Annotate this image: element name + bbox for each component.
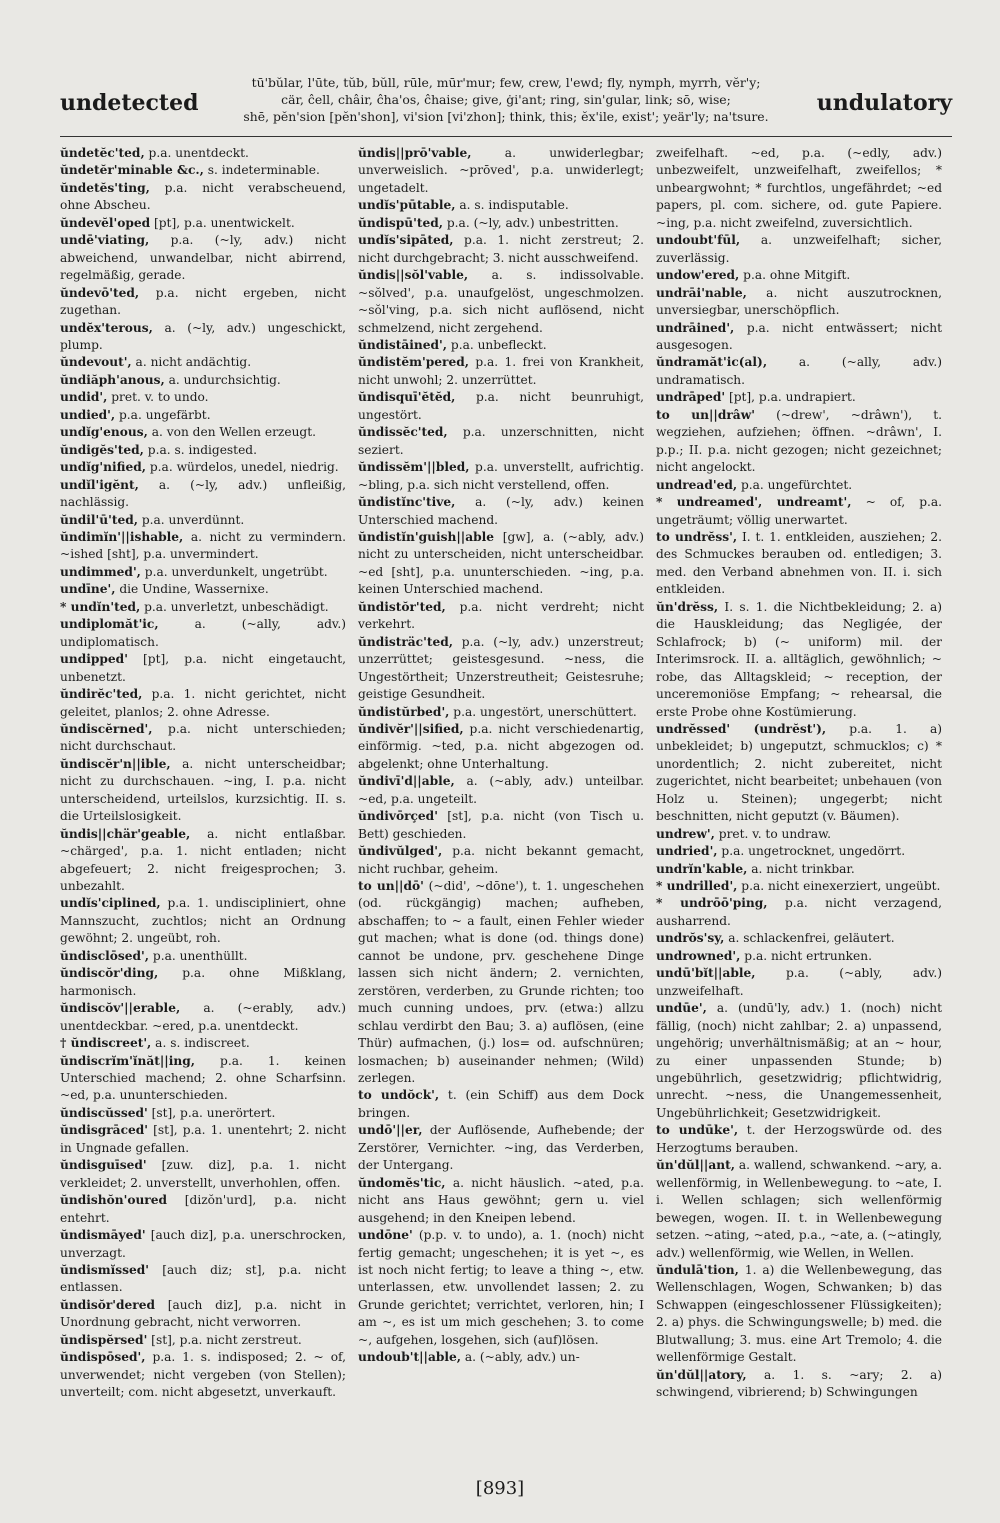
entry-headword: ŭndispōsed',: [60, 1350, 146, 1365]
entry-definition: a. nicht auszutrocknen, unversiegbar, unerschöpflich.: [656, 285, 942, 318]
dictionary-entry: [656, 145, 942, 232]
entry-definition: p.a. ungefürchtet.: [737, 477, 853, 492]
entry-definition: a. (~erably, adv.) unentdeckbar. ~ered, p.a. unentdeckt.: [60, 1001, 346, 1033]
entry-headword: ŭndivī'd||able,: [358, 774, 455, 789]
entry-headword: undīne',: [60, 582, 116, 597]
entry-definition: p.a. unverstellt, aufrichtig. ~bling, p.a. sich nicht verstellend, offen.: [358, 460, 644, 492]
dictionary-entry: [358, 267, 644, 337]
entry-definition: p.a. unentdeckt.: [144, 146, 249, 160]
dictionary-entry: [656, 826, 942, 843]
entry-headword: ŭndistĭn'guish||able: [358, 529, 494, 544]
entry-definition: p.a. (~ly, adv.) unzerstreut; unzerrüttet; geistesgesund. ~ness, die Ungestörtheit; Unzerstreutheit; Geistesruhe; geistige Gesundheit.: [358, 634, 644, 702]
entry-headword: ŭndomĕs'tic,: [358, 1175, 446, 1190]
entry-definition: p.a. ungetrocknet, ungedörrt.: [717, 844, 906, 859]
entry-headword: ŭndissĕc'ted,: [358, 425, 448, 440]
entry-headword: undrowned',: [656, 948, 741, 963]
dictionary-entry: [60, 895, 346, 947]
entry-headword: undrew',: [656, 826, 715, 841]
column-1: [60, 145, 346, 1402]
left-guide-word: undetected: [60, 90, 199, 116]
dictionary-entry: [656, 477, 942, 494]
dictionary-entry: [60, 285, 346, 320]
dictionary-entry: [60, 1122, 346, 1157]
entry-definition: [gw], a. (~ably, adv.) nicht zu unterscheiden, nicht unterscheidbar. ~ed [sht], p.a. ununterschieden. ~ing, p.a. keinen Unterschied machend.: [358, 529, 644, 597]
entry-definition: a. nicht trinkbar.: [747, 861, 855, 876]
entry-definition: p.a. ohne Mitgift.: [739, 268, 851, 283]
entry-headword: ŭndispĕrsed': [60, 1332, 148, 1347]
entry-definition: a. wallend, schwankend. ~ary, a. wellenförmig, in Wellenbewegung. to ~ate, I. i. Wellen schlagen; sich wellenförmig bewegen, wogen. II. t. in Wellenbewegung setzen. ~ating, ~ated, p.a., ~ate, a. (~atingly, adv.) wellenförmig, wie Wellen, in Wellen.: [656, 1158, 942, 1260]
dictionary-entry: [656, 1122, 942, 1157]
entry-headword: to undrĕss',: [656, 529, 738, 544]
entry-headword: undĭg'enous,: [60, 425, 148, 440]
entry-definition: p.a. würdelos, unedel, niedrig.: [146, 460, 339, 475]
entry-headword: ŭndivŭlged',: [358, 844, 443, 859]
dictionary-entry: [60, 1332, 346, 1349]
entry-definition: p.a. ungefärbt.: [115, 407, 211, 422]
dictionary-entry: [60, 1297, 346, 1332]
dictionary-entry: [60, 1157, 346, 1192]
entry-headword: undĭl'igĕnt,: [60, 477, 139, 492]
dictionary-entry: [656, 285, 942, 320]
entry-headword: ŭndil'ū'ted,: [60, 512, 138, 527]
entry-headword: ŭndis||sŏl'vable,: [358, 268, 469, 283]
dictionary-entry: [60, 756, 346, 826]
entry-definition: a. unzweifelhaft; sicher, zuverlässig.: [656, 233, 942, 265]
entry-definition: pret. v. to undraw.: [714, 826, 831, 841]
entry-definition: [pt], p.a. nicht eingetaucht, unbenetzt.: [60, 652, 346, 684]
entry-headword: ŭndis||prō'vable,: [358, 146, 472, 160]
entry-headword: undūe',: [656, 1001, 707, 1016]
entry-definition: a. nicht entlaßbar. ~chärged', p.a. 1. nicht entladen; nicht abgefeuert; 2. nicht freigesprochen; 3. unbezahlt.: [60, 826, 346, 894]
entry-definition: a. (~ly, adv.) keinen Unterschied machend.: [358, 495, 644, 527]
dictionary-entry: [358, 337, 644, 354]
dictionary-entry: [656, 320, 942, 355]
entry-definition: a. von den Wellen erzeugt.: [147, 425, 316, 440]
entry-definition: p.a. 1. nicht gerichtet, nicht geleitet, planlos; 2. ohne Adresse.: [60, 687, 346, 719]
dictionary-entry: [656, 389, 942, 406]
dictionary-entry: [656, 721, 942, 826]
entry-headword: undimmed',: [60, 564, 141, 579]
entry-headword: ŭn'drĕss,: [656, 599, 719, 614]
dictionary-entry: [656, 948, 942, 965]
entry-definition: die Undine, Wassernixe.: [115, 582, 269, 597]
entry-definition: p.a. nicht unterschieden; nicht durchschaut.: [60, 721, 346, 754]
entry-definition: a. s. indisputable.: [455, 198, 569, 213]
pronunciation-key-line: tū'bŭlar, l'ūte, tŭb, bŭll, rūle, mūr'mur; few, crew, l'ewd; fly, nymph, myrrh, vĕr'y;: [251, 75, 761, 90]
entry-headword: ŭndiscŭssed': [60, 1105, 148, 1120]
entry-definition: a. unwiderlegbar; unverweislich. ~prōved', p.a. unwiderlegt; ungetadelt.: [358, 146, 644, 195]
entry-headword: undĭs'pūtable,: [358, 198, 456, 213]
dictionary-entry: [60, 721, 346, 756]
entry-headword: * undrilled',: [656, 879, 738, 894]
entry-headword: undĕx'terous,: [60, 320, 153, 335]
entry-definition: p.a. 1. keinen Unterschied machend; 2. ohne Scharfsinn. ~ed, p.a. ununterschieden.: [60, 1053, 346, 1103]
dictionary-entry: [60, 1227, 346, 1262]
entry-headword: * undrōō'ping,: [656, 896, 768, 911]
entry-definition: p.a. 1. undiscipliniert, ohne Mannszucht, zuchtlos; nicht an Ordnung gewöhnt; 2. ungeübt, roh.: [60, 896, 346, 946]
entry-headword: ŭndisquī'ĕtĕd,: [358, 390, 456, 405]
dictionary-entry: [656, 878, 942, 895]
dictionary-entry: [60, 407, 346, 424]
entry-definition: p.a. 1. a) unbekleidet; b) ungeputzt, schmucklos; c) * unordentlich; 2. nicht zubereitet, nicht zugerichtet, nicht bearbeitet; unbehauen (von Holz u. Steinen); ungegerbt; nicht beschnitten, nicht geputzt (v. Bäumen).: [656, 721, 943, 824]
entry-definition: a. schlackenfrei, geläutert.: [724, 931, 895, 946]
dictionary-entry: [358, 843, 644, 878]
entry-definition: a. (~ly, adv.) ungeschickt, plump.: [60, 320, 346, 352]
page-number: [893]: [475, 1478, 525, 1499]
entry-definition: p.a. (~ly, adv.) unbestritten.: [443, 215, 619, 230]
dictionary-entry: [358, 773, 644, 808]
entry-headword: ŭndissĕm'||bled,: [358, 460, 470, 475]
entry-headword: undried',: [656, 844, 718, 859]
entry-definition: a. s. indissolvable. ~sŏlved', p.a. unaufgelöst, ungeschmolzen. ~sŏl'ving, p.a. sich nicht auflösend, nicht schmelzend, nicht zergehend.: [358, 268, 644, 335]
entry-definition: a. (undū'ly, adv.) 1. (noch) nicht fällig, (noch) nicht zahlbar; 2. a) unpassend, ungehörig; unverhältnismäßig; at an ~ hour, zu einer unpassenden Stunde; b) ungebührlich, gesetzwidrig; pflichtwidrig, unrecht. ~ness, die Unangemessenheit, Ungebührlichkeit; Gesetzwidrigkeit.: [656, 1001, 942, 1120]
entry-definition: a. (~ly, adv.) unfleißig, nachlässig.: [60, 477, 346, 510]
dictionary-entry: [656, 354, 942, 389]
entry-definition: [dizŏn'urd], p.a. nicht entehrt.: [60, 1193, 346, 1225]
entry-definition: a. nicht andächtig.: [131, 355, 252, 370]
dictionary-entry: [656, 529, 942, 599]
entry-headword: ŭndetĕr'minable &c.,: [60, 163, 204, 178]
dictionary-entry: [60, 581, 346, 598]
entry-definition: p.a. nicht ergeben, nicht zugethan.: [60, 285, 346, 318]
entry-definition: a. nicht zu vermindern. ~ished [sht], p.a. unvermindert.: [60, 529, 346, 562]
dictionary-entry: [656, 930, 942, 947]
dictionary-entry: [656, 1262, 942, 1367]
entry-headword: ŭndisclōsed',: [60, 948, 150, 963]
entry-headword: undrĭn'kable,: [656, 861, 748, 876]
entry-definition: a. nicht häuslich. ~ated, p.a. nicht ans Haus gewöhnt; gern u. viel ausgehend; in den Kneipen lebend.: [358, 1175, 644, 1225]
dictionary-entry: [60, 948, 346, 965]
entry-headword: to un||drâw': [656, 407, 755, 422]
entry-definition: p.a. (~ly, adv.) nicht abweichend, unwandelbar, nicht abirrend, regelmäßig, gerade.: [60, 233, 346, 283]
dictionary-entry: [60, 599, 346, 616]
entry-definition: p.a. 1. frei von Krankheit, nicht unwohl; 2. unzerrüttet.: [358, 355, 644, 387]
dictionary-entry: [358, 459, 644, 494]
pronunciation-key-line: cär, ĉell, châir, ĉha'os, ĉhaise; give, ġi'ant; ring, sin'gular, link; sō, wise;: [281, 92, 731, 107]
entry-definition: a. (~ally, adv.) undramatisch.: [656, 355, 942, 387]
dictionary-entry: [358, 1349, 644, 1366]
entry-definition: der Auflösende, Aufhebende; der Zerstörer, Vernichter. ~ing, das Verderben, der Untergang.: [358, 1123, 644, 1173]
entry-headword: undoubt'fūl,: [656, 233, 741, 248]
dictionary-entry: [60, 459, 346, 476]
entry-headword: to undŏck',: [358, 1088, 440, 1103]
entry-headword: ŭndismāyed': [60, 1228, 146, 1243]
entry-headword: ŭndiscĕrned',: [60, 721, 153, 736]
dictionary-entry: [60, 1349, 346, 1401]
entry-headword: to undūke',: [656, 1123, 739, 1138]
entry-headword: to un||dō': [358, 879, 424, 894]
entry-headword: undōne': [358, 1228, 413, 1243]
dictionary-entry: [656, 1367, 942, 1402]
entry-headword: ŭndispū'ted,: [358, 215, 443, 230]
dictionary-entry: [60, 162, 346, 179]
entry-headword: undrāped': [656, 390, 726, 405]
dictionary-entry: [358, 529, 644, 599]
entry-headword: ŭn'dŭl||atory,: [656, 1367, 747, 1382]
entry-definition: p.a. unverletzt, unbeschädigt.: [140, 599, 329, 614]
pronunciation-key: [210, 74, 802, 125]
entry-definition: [pt], p.a. unentwickelt.: [150, 215, 295, 230]
entry-definition: [zuw. diz], p.a. 1. nicht verkleidet; 2. unverstellt, unverhohlen, offen.: [60, 1158, 346, 1190]
dictionary-entry: [60, 1035, 346, 1052]
entry-definition: t. der Herzogswürde od. des Herzogtums berauben.: [656, 1123, 942, 1155]
entry-definition: s. indeterminable.: [203, 163, 320, 178]
entry-headword: ŭndiscŏv'||erable,: [60, 1001, 181, 1016]
entry-headword: undē'viating,: [60, 233, 150, 248]
entry-definition: a. (~ably, adv.) unteilbar. ~ed, p.a. ungeteilt.: [358, 774, 644, 806]
entry-headword: undrŏs'sy,: [656, 931, 725, 946]
entry-definition: zweifelhaft. ~ed, p.a. (~edly, adv.) unbezweifelt, unzweifelhaft, zweifellos; * unbeargwohnt; * furchtlos, ungefährdet; ~ed papers, pl. com. sichere, od. gute Papiere. ~ing, p.a. nicht zweifelnd, zuversichtlich.: [656, 146, 942, 230]
entry-definition: p.a. nicht entwässert; nicht ausgesogen.: [656, 320, 942, 352]
entry-headword: ŭndisträc'ted,: [358, 634, 453, 649]
dictionary-entry: [60, 512, 346, 529]
entry-headword: ŭndetĕs'ting,: [60, 180, 150, 195]
dictionary-entry: [60, 686, 346, 721]
entry-headword: undied',: [60, 407, 116, 422]
entry-definition: a. undurchsichtig.: [164, 372, 281, 387]
entry-definition: [auch diz], p.a. nicht in Unordnung gebracht, nicht verworren.: [60, 1297, 346, 1330]
entry-definition: p.a. ohne Mißklang, harmonisch.: [60, 966, 346, 998]
entry-definition: [pt], p.a. undrapiert.: [725, 390, 856, 405]
dictionary-entry: [358, 197, 644, 214]
dictionary-entry: [358, 1122, 644, 1174]
entry-definition: a. (~ally, adv.) undiplomatisch.: [60, 617, 346, 649]
entry-definition: t. (ein Schiff) aus dem Dock bringen.: [358, 1088, 644, 1120]
dictionary-entry: [656, 1157, 942, 1262]
entry-definition: I. s. 1. die Nichtbekleidung; 2. a) die Hauskleidung; das Negligée, der Schlafrock; b) (~ uniform) mil. der Interimsrock. II. a. alltäglich, gewöhnlich; ~ robe, das Alltagskleid; ~ reception, der unceremoniöse Empfang; ~ rehearsal, die erste Probe ohne Kostümierung.: [656, 599, 942, 719]
entry-definition: [st], p.a. nicht zerstreut.: [147, 1332, 302, 1347]
dictionary-entry: [60, 1053, 346, 1105]
entry-headword: ŭndevĕl'oped: [60, 215, 151, 230]
dictionary-entry: [656, 965, 942, 1000]
entry-headword: undĭg'nified,: [60, 460, 146, 475]
entry-headword: ŭndevout',: [60, 355, 132, 370]
entry-headword: undō'||er,: [358, 1123, 423, 1138]
entry-definition: pret. v. to undo.: [107, 390, 209, 405]
entry-definition: p.a. nicht verschiedenartig, einförmig. ~ted, p.a. nicht abgezogen od. abgelenkt; ohne Unterhaltung.: [358, 721, 644, 771]
entry-headword: ŭndramăt'ic(al),: [656, 355, 768, 370]
entry-definition: p.a. nicht bekannt gemacht, nicht ruchbar, geheim.: [358, 844, 644, 876]
dictionary-entry: [60, 1105, 346, 1122]
dictionary-entry: [60, 529, 346, 564]
entry-definition: p.a. 1. s. indisposed; 2. ~ of, unverwendet; nicht vergeben (von Stellen); unverteilt; com. nicht abgesetzt, unverkauft.: [60, 1350, 346, 1400]
header-rule: [60, 136, 952, 137]
entry-headword: ŭndiscŏr'ding,: [60, 966, 159, 981]
dictionary-entry: [358, 494, 644, 529]
dictionary-entry: [60, 180, 346, 215]
dictionary-entry: [358, 389, 644, 424]
dictionary-entry: [358, 215, 644, 232]
entry-headword: ŭndistĕm'pered,: [358, 355, 469, 370]
entry-definition: [auch diz], p.a. unerschrocken, unverzagt.: [60, 1228, 346, 1260]
dictionary-entry: [656, 861, 942, 878]
entry-definition: ~ of, p.a. ungeträumt; völlig unerwartet.: [656, 495, 943, 527]
dictionary-entry: [60, 215, 346, 232]
entry-headword: ŭndetĕc'ted,: [60, 146, 145, 160]
entry-headword: ŭndivĕr'||sified,: [358, 721, 464, 736]
dictionary-entry: [656, 494, 942, 529]
dictionary-entry: [656, 599, 942, 721]
entry-definition: 1. a) die Wellenbewegung, das Wellenschlagen, Wogen, Schwanken; b) das Schwappen (eingeschlossener Flüssigkeiten); 2. a) phys. die Schwingungswelle; b) med. die Blutwallung; 3. mus. eine Art Tremolo; 4. die wellenförmige Gestalt.: [656, 1263, 942, 1365]
entry-headword: ŭn'dŭl||ant,: [656, 1158, 735, 1173]
dictionary-entry: [656, 1000, 942, 1122]
dictionary-entry: [60, 232, 346, 284]
entry-headword: ŭndiscĕr'n||ible,: [60, 756, 171, 771]
entry-headword: ŭndevō'ted,: [60, 285, 140, 300]
entry-headword: ŭndis||chär'geable,: [60, 826, 191, 841]
dictionary-entry: [60, 389, 346, 406]
dictionary-entry: [60, 616, 346, 651]
dictionary-entry: [656, 407, 942, 477]
entry-definition: p.a. nicht verdreht; nicht verkehrt.: [358, 599, 644, 632]
entry-definition: p.a. unverdunkelt, ungetrübt.: [140, 564, 328, 579]
entry-definition: p.a. (~ably, adv.) unzweifelhaft.: [656, 966, 942, 998]
entry-headword: ŭndistĭnc'tive,: [358, 495, 456, 510]
entry-definition: p.a. nicht verabscheuend, ohne Abscheu.: [60, 180, 346, 213]
dictionary-entry: [358, 1175, 644, 1227]
entry-definition: p.a. unbefleckt.: [447, 337, 547, 352]
dictionary-entry: [358, 354, 644, 389]
entry-headword: undrĕssed' (undrĕst'),: [656, 721, 827, 736]
entry-columns: [60, 145, 952, 1402]
dictionary-entry: [60, 1000, 346, 1035]
dictionary-entry: [358, 145, 644, 197]
entry-headword: ŭndirĕc'ted,: [60, 687, 143, 702]
dictionary-entry: [60, 442, 346, 459]
entry-definition: p.a. 1. nicht zerstreut; 2. nicht durchgebracht; 3. nicht ausschweifend.: [358, 233, 644, 265]
entry-headword: ŭndiăph'anous,: [60, 372, 165, 387]
dictionary-entry: [358, 1087, 644, 1122]
entry-definition: [st], p.a. 1. unentehrt; 2. nicht in Ungnade gefallen.: [60, 1123, 346, 1155]
entry-headword: undoub't||able,: [358, 1350, 462, 1365]
dictionary-entry: [358, 721, 644, 773]
entry-definition: p.a. nicht ertrunken.: [740, 948, 872, 963]
entry-headword: ŭndimĭn'||ishable,: [60, 529, 184, 544]
entry-headword: undow'ered,: [656, 268, 740, 283]
entry-headword: undid',: [60, 390, 108, 405]
entry-definition: a. (~ably, adv.) un-: [461, 1350, 580, 1365]
entry-definition: (p.p. v. to undo), a. 1. (noch) nicht fertig gemacht; ungeschehen; it is yet ~, es ist noch nicht fertig; to leave a thing ~, etw. unterlassen, etw. unvollendet lassen; 2. zu Grunde gerichtet; verrichtet, verloren, hin; I am ~, es ist um mich geschehen; 3. to come ~, aufgehen, losgehen, sich (auf)lösen.: [358, 1228, 644, 1347]
dictionary-entry: [60, 564, 346, 581]
page-header: [60, 70, 952, 134]
entry-headword: ŭndisŏr'dered: [60, 1297, 155, 1312]
entry-definition: p.a. nicht beunruhigt, ungestört.: [358, 390, 644, 422]
entry-headword: ŭndistāined',: [358, 337, 448, 352]
dictionary-entry: [60, 354, 346, 371]
dictionary-entry: [358, 424, 644, 459]
dictionary-entry: [358, 1227, 644, 1349]
entry-headword: ŭndulā'tion,: [656, 1263, 739, 1277]
entry-headword: undĭs'ciplined,: [60, 896, 161, 911]
entry-headword: ŭndistŭrbed',: [358, 704, 450, 719]
entry-headword: ŭndiscrĭm'ĭnăt||ing,: [60, 1053, 195, 1068]
dictionary-entry: [358, 878, 644, 1087]
dictionary-entry: [656, 232, 942, 267]
entry-headword: undipped': [60, 652, 128, 667]
entry-headword: undread'ed,: [656, 477, 738, 492]
entry-definition: p.a. nicht verzagend, ausharrend.: [656, 896, 942, 928]
column-2: [358, 145, 644, 1402]
entry-headword: ŭndistŏr'ted,: [358, 599, 446, 614]
dictionary-entry: [358, 232, 644, 267]
dictionary-entry: [656, 267, 942, 284]
dictionary-entry: [358, 808, 644, 843]
entry-definition: [auch diz; st], p.a. nicht entlassen.: [60, 1263, 346, 1295]
dictionary-entry: [358, 599, 644, 634]
dictionary-entry: [60, 1262, 346, 1297]
entry-headword: ŭndisguīsed': [60, 1158, 147, 1173]
entry-headword: undĭs'sipāted,: [358, 233, 454, 248]
entry-definition: p.a. unenthüllt.: [149, 948, 248, 963]
entry-definition: a. s. indiscreet.: [151, 1036, 250, 1051]
entry-definition: (~drew', ~drâwn'), t. wegziehen, aufziehen; öffnen. ~drâwn', I. p.p.; II. p.a. nicht gezogen; nicht gezeichnet; nicht angelockt.: [656, 407, 942, 475]
entry-headword: ŭndishŏn'oured: [60, 1193, 168, 1208]
entry-headword: undū'bĭt||able,: [656, 966, 756, 981]
column-3: [656, 145, 942, 1402]
entry-definition: (~did', ~dōne'), t. 1. ungeschehen (od. rückgängig) machen; aufheben, abschaffen; to ~ a fault, einen Fehler wieder gut machen; what is done (od. things done) cannot be undone, prv. geschehene Dinge lassen sich nicht ändern; 2. vernichten, zerstören, verderben, zu Grunde richten; too much cunning undoes, prv. (etwa:) allzu schlau verdirbt den Bau; 3. a) auflösen, (eine Thür) aufmachen, (j.) los= od. aufschnüren; losmachen; b) auseinander nehmen; (Wild) zerlegen.: [358, 879, 644, 1086]
dictionary-entry: [60, 424, 346, 441]
entry-definition: [st], p.a. nicht (von Tisch u. Bett) geschieden.: [358, 809, 644, 841]
dictionary-entry: [60, 320, 346, 355]
dictionary-entry: [60, 372, 346, 389]
entry-definition: p.a. nicht einexerziert, ungeübt.: [737, 879, 941, 894]
entry-headword: ŭndismĭssed': [60, 1263, 149, 1277]
entry-headword: undrāined',: [656, 320, 735, 335]
dictionary-entry: [60, 651, 346, 686]
entry-headword: ŭndisgrāced': [60, 1123, 149, 1138]
entry-definition: p.a. ungestört, unerschüttert.: [449, 704, 637, 719]
dictionary-entry: [60, 1192, 346, 1227]
entry-definition: p.a. s. indigested.: [143, 442, 257, 457]
entry-headword: ŭndigĕs'ted,: [60, 442, 144, 457]
dictionary-entry: [60, 145, 346, 162]
dictionary-entry: [656, 895, 942, 930]
entry-definition: I. t. 1. entkleiden, ausziehen; 2. des Schmuckes berauben od. entledigen; 3. med. den Verband abnehmen von. II. i. sich entkleiden.: [656, 529, 942, 597]
dictionary-entry: [656, 843, 942, 860]
dictionary-entry: [60, 477, 346, 512]
dictionary-entry: [358, 704, 644, 721]
right-guide-word: undulatory: [816, 90, 952, 116]
entry-headword: undiplomăt'ic,: [60, 617, 159, 632]
entry-headword: † ŭndiscreet',: [60, 1036, 152, 1051]
entry-definition: a. nicht unterscheidbar; nicht zu durchschauen. ~ing, I. p.a. nicht unterscheidend, urteilslos, kurzsichtig. II. s. die Urteilslosigkeit.: [60, 756, 346, 824]
entry-headword: ŭndivōrçed': [358, 809, 438, 824]
entry-headword: * undreamed', undreamt',: [656, 495, 852, 510]
dictionary-entry: [60, 826, 346, 896]
pronunciation-key-line: shē, pĕn'sion [pĕn'shon], vi'sion [vi'zhon]; think, this; ĕx'ile, exist'; yeär'ly; na'tsure.: [243, 109, 769, 124]
entry-definition: p.a. unzerschnitten, nicht seziert.: [358, 425, 644, 457]
entry-headword: undrāi'nable,: [656, 285, 747, 300]
entry-headword: * undĭn'ted,: [60, 599, 141, 614]
dictionary-entry: [358, 634, 644, 704]
entry-definition: a. 1. s. ~ary; 2. a) schwingend, vibrierend; b) Schwingungen: [656, 1367, 942, 1400]
entry-definition: [st], p.a. unerörtert.: [147, 1105, 276, 1120]
entry-definition: p.a. unverdünnt.: [137, 512, 245, 527]
dictionary-entry: [60, 965, 346, 1000]
